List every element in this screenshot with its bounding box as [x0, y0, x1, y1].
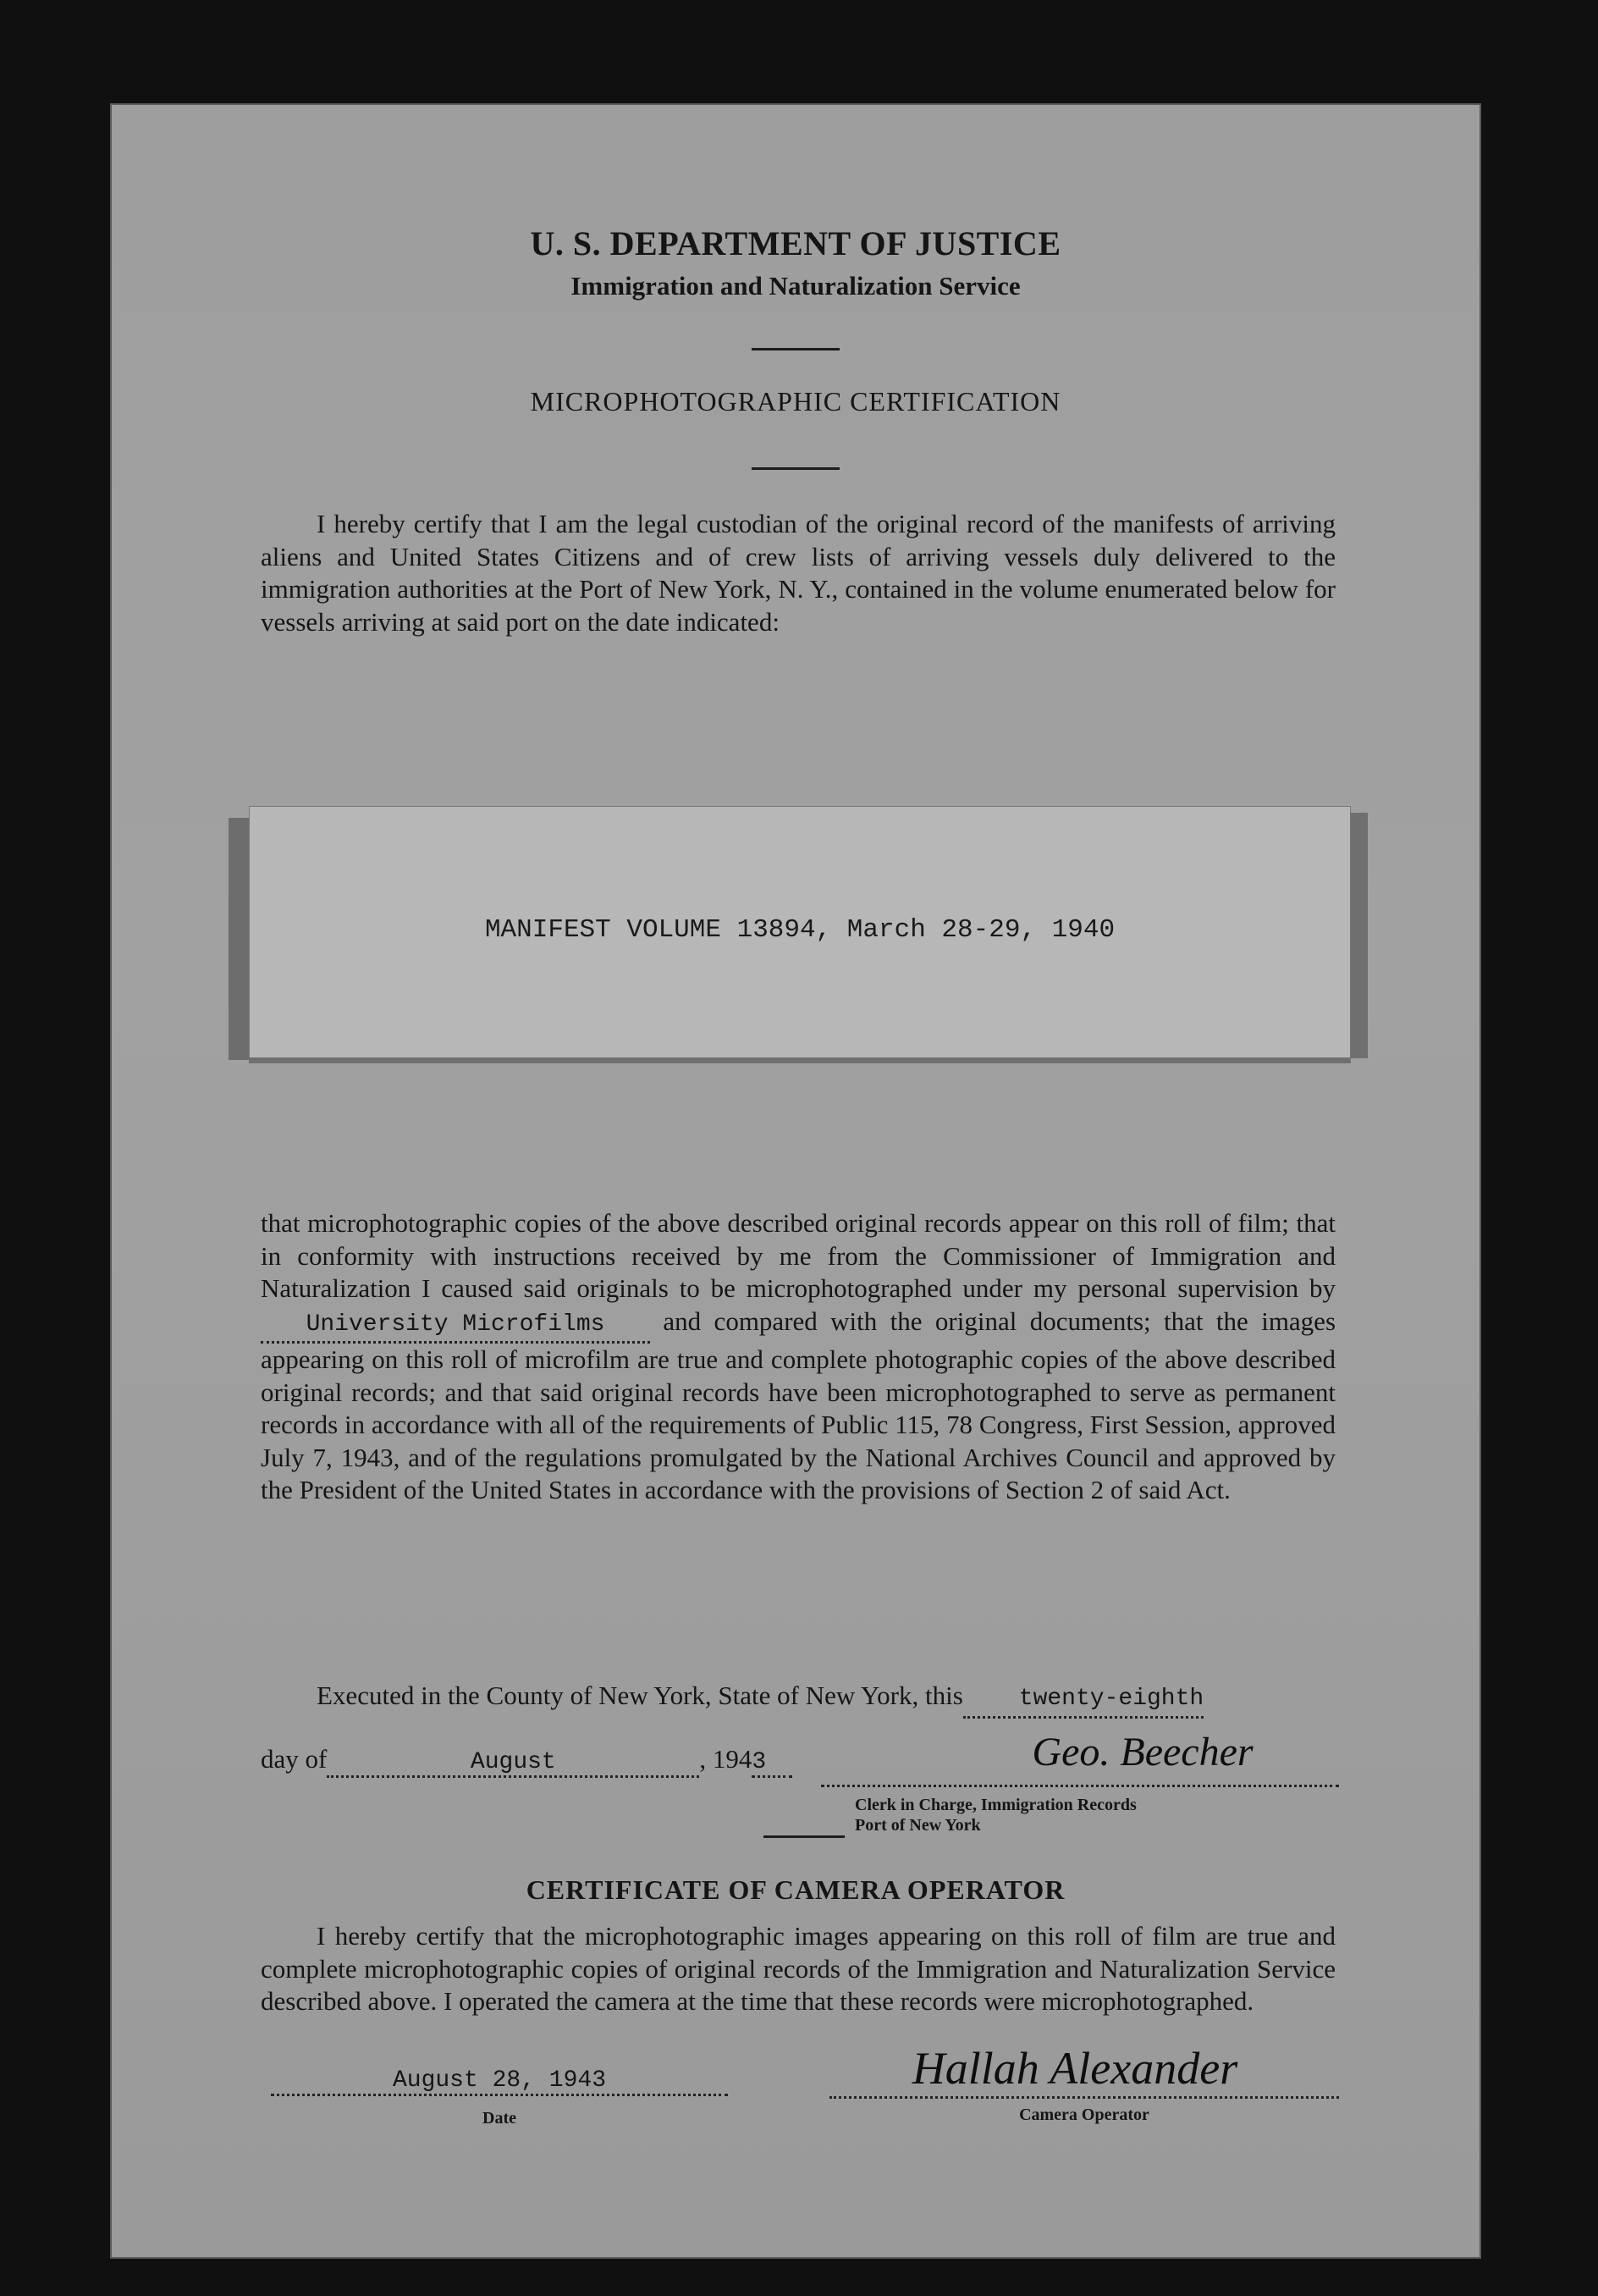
- camera-text: I hereby certify that the microphotographic images appearing on this roll of film are true and complete microphotographic copies of original records of the Immigration and Naturalization Service described above. I operated the camera at the time that these records were microphotographed.: [261, 1921, 1336, 2016]
- clerk-title: [855, 1795, 1137, 1835]
- camera-paragraph: [261, 1920, 1336, 2018]
- clerk-signature: Geo. Beecher: [1032, 1730, 1254, 1774]
- supervisor-field: University Microfilms: [261, 1309, 650, 1344]
- year-digit-field: 3: [752, 1749, 792, 1778]
- body-part1: that microphotographic copies of the above described original records appear on this roll of film; that in conformity with instructions received by me from the Commissioner of Immigration and Naturalization I caused said originals to be microphotographed under my personal supervision by: [261, 1208, 1336, 1303]
- clerk-title-line1: Clerk in Charge, Immigration Records: [855, 1796, 1137, 1814]
- manifest-volume-strip: [249, 806, 1351, 1058]
- executed-month-field: August: [327, 1749, 699, 1778]
- divider-top: [752, 348, 840, 350]
- certificate-page: [110, 103, 1481, 2259]
- executed-line: [261, 1680, 1336, 1719]
- executed-day-field: twenty-eighth: [963, 1683, 1204, 1719]
- intro-paragraph: [261, 508, 1336, 638]
- date-label: Date: [482, 2109, 516, 2128]
- body-part2: and compared with the original documents; that the images appearing on this roll of microfilm are true and complete photographic copies of the above described original records; and that said original records have been microphotographed to serve as permanent records in accordance with all of the requirements of Public 115, 78 Congress, First Session, approved July 7, 1943, and of the regulations promulgated by the National Archives Council and approved by the President of the United States in accordance with the provisions of Section 2 of said Act.: [261, 1305, 1336, 1504]
- divider-bottom: [763, 1835, 845, 1838]
- divider-middle: [752, 467, 840, 470]
- clerk-title-line2: Port of New York: [855, 1816, 981, 1835]
- certification-body: [261, 1207, 1336, 1507]
- operator-label: Camera Operator: [1019, 2106, 1149, 2124]
- service-subheading: Immigration and Naturalization Service: [570, 271, 1021, 301]
- executed-date-line: [261, 1744, 792, 1778]
- operator-signature: Hallah Alexander: [912, 2043, 1238, 2094]
- executed-prefix: Executed in the County of New York, State of New York, this: [317, 1681, 963, 1710]
- certificate-title: MICROPHOTOGRAPHIC CERTIFICATION: [530, 386, 1061, 417]
- manifest-volume-label: MANIFEST VOLUME 13894, March 28-29, 1940: [484, 915, 1116, 945]
- year-prefix: , 194: [699, 1744, 752, 1774]
- clerk-signature-line: [821, 1785, 1339, 1787]
- department-heading: U. S. DEPARTMENT OF JUSTICE: [530, 224, 1061, 262]
- day-of-label: day of: [261, 1744, 328, 1774]
- date-field: August 28, 1943: [271, 2067, 728, 2096]
- intro-text: I hereby certify that I am the legal custodian of the original record of the manifests of arriving aliens and United States Citizens and of crew lists of arriving vessels duly delivered to the immigration authorities at the Port of New York, N. Y., contained in the volume enumerated below for vessels arriving at said port on the date indicated:: [261, 509, 1336, 637]
- camera-certificate-title: CERTIFICATE OF CAMERA OPERATOR: [526, 1874, 1066, 1905]
- operator-signature-line: [829, 2096, 1339, 2099]
